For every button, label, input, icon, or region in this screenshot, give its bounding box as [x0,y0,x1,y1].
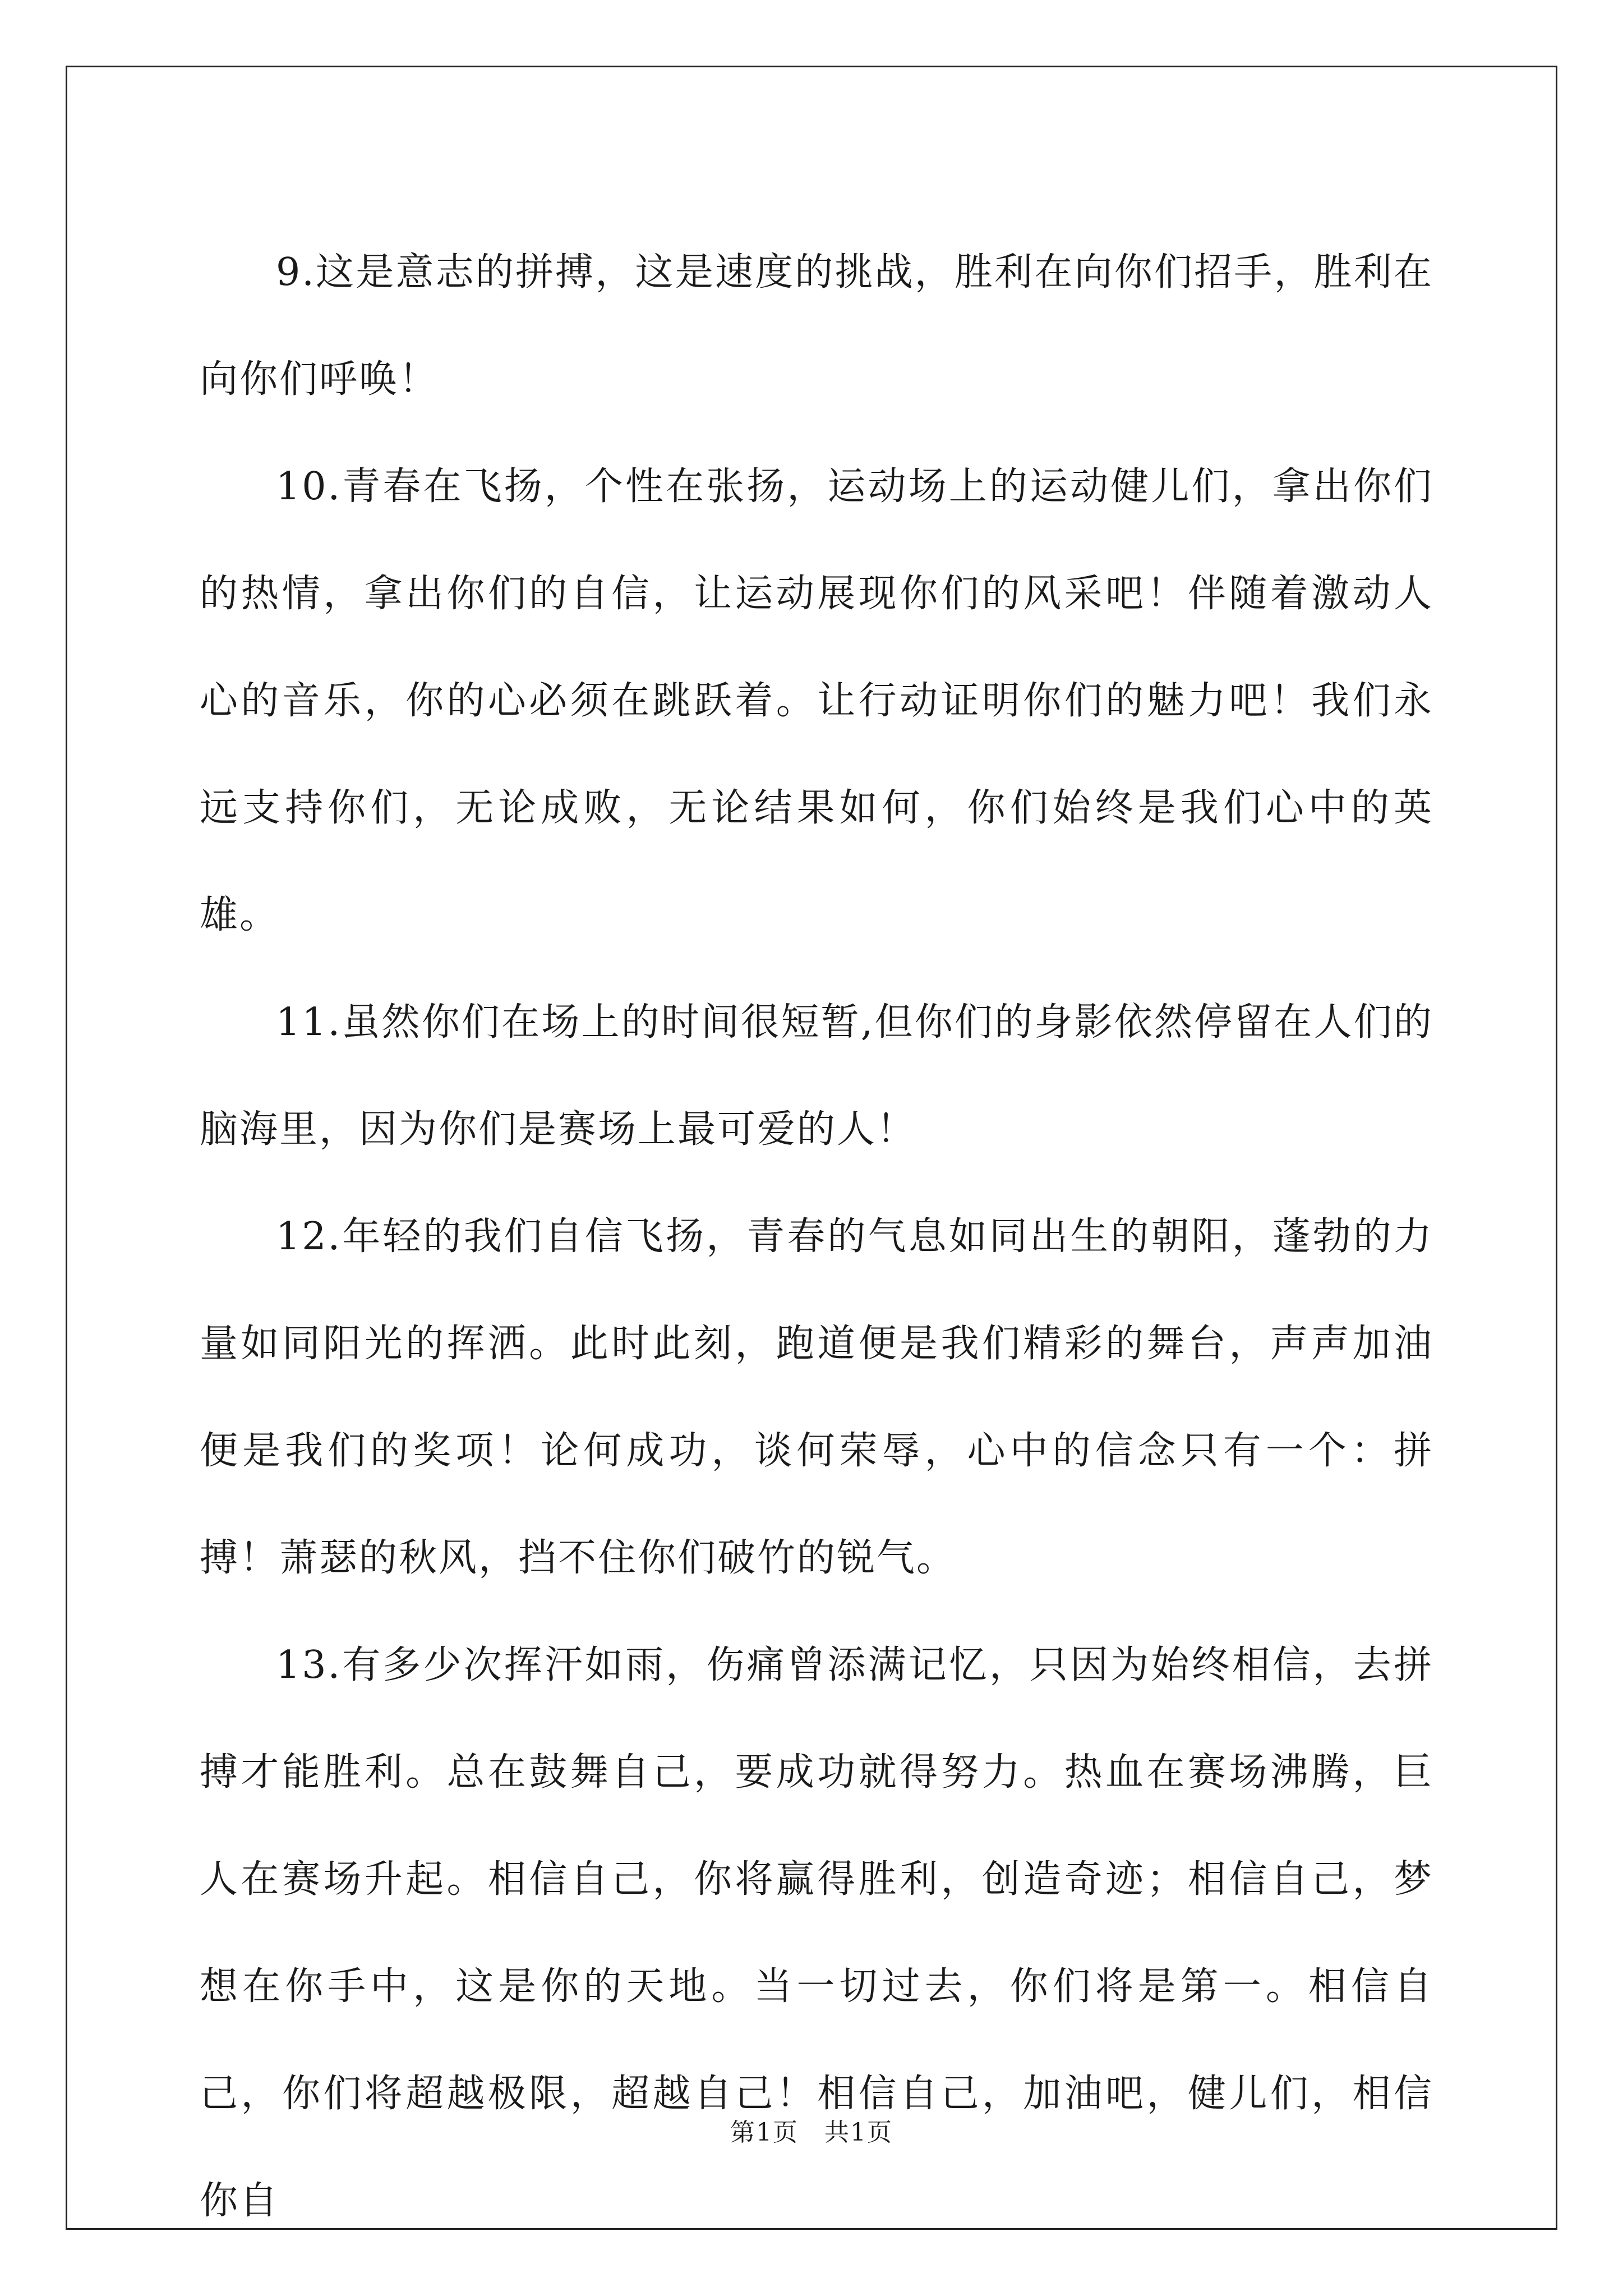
document-body [200,219,1433,2254]
paragraph-9: 9.这是意志的拼搏，这是速度的挑战，胜利在向你们招手，胜利在向你们呼唤！ [200,250,1433,402]
paragraph-11: 11.虽然你们在场上的时间很短暂,但你们的身影依然停留在人们的脑海里，因为你们是赛场上最可爱的人！ [200,1000,1433,1152]
paragraph-13: 13.有多少次挥汗如雨，伤痛曾添满记忆，只因为始终相信，去拼搏才能胜利。总在鼓舞自己，要成功就得努力。热血在赛场沸腾，巨人在赛场升起。相信自己，你将赢得胜利，创造奇迹；相信自己，梦想在你手中，这是你的天地。当一切过去，你们将是第一。相信自己，你们将超越极限，超越自己！相信自己，加油吧，健儿们，相信你自 [200,1643,1433,2223]
paragraph-10: 10.青春在飞扬，个性在张扬，运动场上的运动健儿们，拿出你们的热情，拿出你们的自信，让运动展现你们的风采吧！伴随着激动人心的音乐，你的心必须在跳跃着。让行动证明你们的魅力吧！我们永远支持你们，无论成败，无论结果如何，你们始终是我们心中的英雄。 [200,464,1433,937]
page-footer: 第1页 共1页 [730,2118,893,2147]
paragraph-12: 12.年轻的我们自信飞扬，青春的气息如同出生的朝阳，蓬勃的力量如同阳光的挥洒。此时此刻，跑道便是我们精彩的舞台，声声加油便是我们的奖项！论何成功，谈何荣辱，心中的信念只有一个：拼搏！萧瑟的秋风，挡不住你们破竹的锐气。 [200,1214,1433,1580]
